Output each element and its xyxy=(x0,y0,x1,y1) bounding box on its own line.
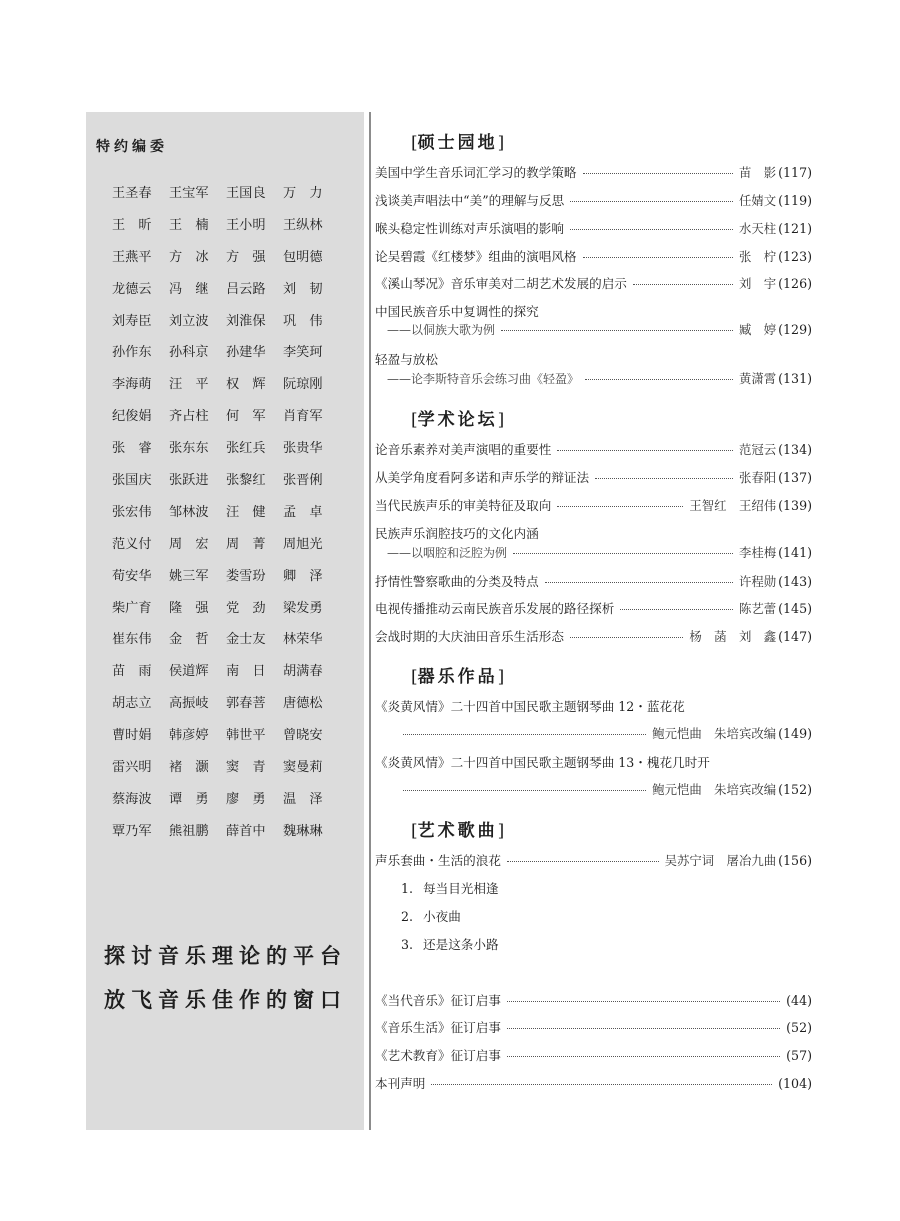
toc-page: (134) xyxy=(778,442,812,457)
toc-entry[interactable] xyxy=(375,990,812,1010)
editor-name: 王小明 xyxy=(226,217,266,233)
editor-name: 覃乃军 xyxy=(112,823,152,839)
editor-name: 刘立波 xyxy=(169,313,209,329)
editor-name: 汪 健 xyxy=(226,504,266,520)
toc-entry[interactable] xyxy=(375,246,812,266)
section-header-forum: [学术论坛] xyxy=(411,410,505,430)
toc-title: 声乐套曲・生活的浪花 xyxy=(375,853,501,868)
editor-name: 柴广育 xyxy=(112,600,152,616)
toc-page: (147) xyxy=(778,629,812,644)
leader-dots xyxy=(431,1083,772,1085)
editor-name: 张晋俐 xyxy=(283,473,323,489)
toc-entry[interactable] xyxy=(375,543,812,563)
editor-name: 周 宏 xyxy=(169,536,209,552)
editor-name: 卿 泽 xyxy=(283,568,323,584)
toc-author: 张春阳 xyxy=(738,470,777,485)
slogan-line-1: 探讨音乐理论的平台 xyxy=(104,943,347,968)
toc-author: 陈艺蕾 xyxy=(738,601,777,616)
toc-entry[interactable] xyxy=(375,320,812,340)
editor-name: 万 力 xyxy=(283,186,323,201)
editor-name: 周 菁 xyxy=(226,536,266,552)
editor-name: 龙德云 xyxy=(112,281,152,297)
toc-title: 《音乐生活》征订启事 xyxy=(375,1020,501,1035)
toc-author: 吴苏宁词 屠冶九曲 xyxy=(664,853,777,868)
toc-entry[interactable] xyxy=(375,598,812,618)
editor-name: 娄雪玢 xyxy=(226,568,266,584)
toc-author: 张 柠 xyxy=(738,249,777,264)
toc-entry[interactable] xyxy=(375,724,812,744)
toc-entry[interactable] xyxy=(375,369,812,389)
song-list-item[interactable]: 2. 小夜曲 xyxy=(401,909,461,924)
toc-entry[interactable] xyxy=(375,626,812,646)
toc-page: (143) xyxy=(778,574,812,589)
editor-name: 权 辉 xyxy=(226,377,266,393)
toc-author: 鲍元恺曲 朱培宾改编 xyxy=(652,782,777,797)
leader-dots xyxy=(570,228,733,230)
toc-author: 任婧文 xyxy=(738,193,777,208)
toc-page: (131) xyxy=(778,371,812,386)
toc-author: 许程勋 xyxy=(738,574,777,589)
editorial-board-title: 特约编委 xyxy=(96,139,168,155)
toc-entry[interactable] xyxy=(375,1073,812,1093)
toc-page: (104) xyxy=(778,1076,812,1091)
toc-entry[interactable] xyxy=(375,1017,812,1037)
toc-page: (44) xyxy=(786,993,812,1008)
editor-name: 李笑珂 xyxy=(283,345,323,361)
editor-name: 林荣华 xyxy=(283,632,323,648)
editor-name: 窦 青 xyxy=(226,760,266,776)
editor-name: 胡志立 xyxy=(112,696,152,712)
editor-name: 谭 勇 xyxy=(169,791,209,807)
editor-name: 巩 伟 xyxy=(283,313,323,329)
toc-page: (123) xyxy=(778,249,812,264)
toc-title[interactable]: 《炎黄风情》二十四首中国民歌主题钢琴曲 13・槐花几时开 xyxy=(375,755,710,770)
editor-name: 肖育军 xyxy=(283,409,323,425)
toc-title: 浅谈美声唱法中“美”的理解与反思 xyxy=(375,193,565,208)
editor-name: 胡满春 xyxy=(283,664,323,680)
editor-name: 党 劲 xyxy=(226,600,266,616)
toc-title[interactable]: 民族声乐润腔技巧的文化内涵 xyxy=(375,526,539,541)
section-header-instrumental: [器乐作品] xyxy=(411,667,505,687)
toc-entry[interactable] xyxy=(375,190,812,210)
section-header-art-songs: [艺术歌曲] xyxy=(411,821,505,841)
toc-entry[interactable] xyxy=(375,495,812,515)
editor-name: 范义付 xyxy=(112,536,152,552)
toc-title[interactable]: 中国民族音乐中复调性的探究 xyxy=(375,304,539,319)
toc-page: (129) xyxy=(778,322,812,337)
editor-name: 张东东 xyxy=(169,441,209,457)
leader-dots xyxy=(545,581,733,583)
toc-page: (152) xyxy=(778,782,812,797)
editor-name: 王圣春 xyxy=(112,186,152,201)
leader-dots xyxy=(585,378,733,380)
editor-name: 褚 灏 xyxy=(169,760,209,776)
toc-page: (57) xyxy=(786,1048,812,1063)
toc-entry[interactable] xyxy=(375,780,812,800)
editor-name: 吕云路 xyxy=(226,281,266,297)
toc-subtitle: ——以侗族大歌为例 xyxy=(387,323,496,337)
toc-author: 范冠云 xyxy=(738,442,777,457)
editor-name: 刘寿臣 xyxy=(112,313,152,329)
toc-author: 杨 菡 刘 鑫 xyxy=(689,629,777,644)
editor-name: 隆 强 xyxy=(169,600,209,616)
editor-name: 温 泽 xyxy=(283,791,323,807)
toc-title[interactable]: 轻盈与放松 xyxy=(375,352,438,367)
editor-name: 张红兵 xyxy=(226,441,266,457)
toc-page: (52) xyxy=(786,1020,812,1035)
editor-name: 侯道辉 xyxy=(169,664,209,680)
toc-title: 论吴碧霞《红楼梦》组曲的演唱风格 xyxy=(375,249,577,264)
leader-dots xyxy=(403,733,646,735)
toc-page: (119) xyxy=(778,193,812,208)
editor-name: 方 强 xyxy=(226,249,266,265)
toc-author: 李桂梅 xyxy=(738,545,777,560)
editor-name: 金 哲 xyxy=(169,632,209,648)
toc-title: 《当代音乐》征订启事 xyxy=(375,993,501,1008)
toc-author: 黄潇霄 xyxy=(738,371,777,386)
editor-name: 金士友 xyxy=(226,632,266,648)
toc-page: (141) xyxy=(778,545,812,560)
toc-author: 臧 婷 xyxy=(738,322,777,337)
toc-entry[interactable] xyxy=(375,218,812,238)
editor-name: 孟 卓 xyxy=(283,504,323,520)
toc-page: (117) xyxy=(778,165,812,180)
editor-name: 南 日 xyxy=(226,664,266,680)
editor-name: 王纵林 xyxy=(283,217,323,233)
editor-name: 周旭光 xyxy=(283,536,323,552)
toc-title: 《艺术教育》征订启事 xyxy=(375,1048,501,1063)
editor-name: 纪俊娟 xyxy=(112,409,152,425)
editor-name-grid xyxy=(112,178,340,848)
leader-dots xyxy=(557,505,683,507)
editor-name: 王 昕 xyxy=(112,217,152,233)
editor-name: 何 军 xyxy=(226,409,266,425)
toc-entry[interactable] xyxy=(375,467,812,487)
toc-title: 会战时期的大庆油田音乐生活形态 xyxy=(375,629,564,644)
editor-name: 张跃进 xyxy=(169,473,209,489)
editor-name: 阮琼刚 xyxy=(283,377,323,393)
editor-name: 崔东伟 xyxy=(112,632,152,648)
toc-title: 论音乐素养对美声演唱的重要性 xyxy=(375,442,552,457)
toc-subtitle: ——以咽腔和泛腔为例 xyxy=(387,546,508,560)
toc-page: (139) xyxy=(778,498,812,513)
editor-name: 张 睿 xyxy=(112,441,152,457)
leader-dots xyxy=(501,329,733,331)
toc-entry[interactable] xyxy=(375,162,812,182)
toc-title: 喉头稳定性训练对声乐演唱的影响 xyxy=(375,221,564,236)
toc-page: (149) xyxy=(778,726,812,741)
slogan-line-2: 放飞音乐佳作的窗口 xyxy=(104,987,347,1012)
toc-title: 电视传播推动云南民族音乐发展的路径探析 xyxy=(375,601,615,616)
editor-name: 魏琳琳 xyxy=(283,823,323,839)
toc-author: 苗 影 xyxy=(738,165,777,180)
toc-title: 当代民族声乐的审美特征及取向 xyxy=(375,498,552,513)
leader-dots xyxy=(557,449,733,451)
editor-name: 孙作东 xyxy=(112,345,152,361)
editor-name: 薛首中 xyxy=(226,823,266,839)
editor-name: 刘淮保 xyxy=(226,313,266,329)
editor-name: 曾晓安 xyxy=(283,728,323,744)
toc-title: 《溪山琴况》音乐审美对二胡艺术发展的启示 xyxy=(375,276,627,291)
editor-name: 包明德 xyxy=(283,249,323,265)
leader-dots xyxy=(620,608,733,610)
toc-entry[interactable] xyxy=(375,850,812,870)
toc-title[interactable]: 《炎黄风情》二十四首中国民歌主题钢琴曲 12・蓝花花 xyxy=(375,699,685,714)
editor-name: 孙科京 xyxy=(169,345,209,361)
leader-dots xyxy=(583,172,733,174)
toc-title: 美国中学生音乐词汇学习的教学策略 xyxy=(375,165,577,180)
editor-name: 梁发勇 xyxy=(283,600,323,616)
section-header-masters: [硕士园地] xyxy=(411,133,505,153)
editor-name: 曹时娟 xyxy=(112,728,152,744)
leader-dots xyxy=(595,477,733,479)
leader-dots xyxy=(633,283,733,285)
toc-entry[interactable] xyxy=(375,439,812,459)
toc-title: 从美学角度看阿多诺和声乐学的辩证法 xyxy=(375,470,590,485)
editor-name: 苗 雨 xyxy=(112,664,152,680)
editor-name: 高振岐 xyxy=(169,696,209,712)
toc-entry[interactable] xyxy=(375,1045,812,1065)
toc-author: 王智红 王绍伟 xyxy=(689,498,777,513)
song-list-item[interactable]: 3. 还是这条小路 xyxy=(401,937,499,952)
editor-name: 李海萌 xyxy=(112,377,152,393)
toc-subtitle: ——论李斯特音乐会练习曲《轻盈》 xyxy=(387,372,580,386)
toc-author: 水天柱 xyxy=(738,221,777,236)
editor-name: 刘 韧 xyxy=(283,281,323,297)
editor-name: 韩彦婷 xyxy=(169,728,209,744)
editor-name: 王宝军 xyxy=(169,186,209,201)
toc-entry[interactable] xyxy=(375,571,812,591)
editor-name: 王 楠 xyxy=(169,217,209,233)
toc-page: (121) xyxy=(778,221,812,236)
editor-name: 齐占柱 xyxy=(169,409,209,425)
toc-entry[interactable] xyxy=(375,273,812,293)
editor-name: 王燕平 xyxy=(112,249,152,265)
song-list-item[interactable]: 1. 每当目光相逢 xyxy=(401,881,499,896)
toc-author: 鲍元恺曲 朱培宾改编 xyxy=(652,726,777,741)
leader-dots xyxy=(507,1000,780,1002)
leader-dots xyxy=(570,636,683,638)
editor-name: 廖 勇 xyxy=(226,791,266,807)
leader-dots xyxy=(507,1055,780,1057)
toc-page: (145) xyxy=(778,601,812,616)
editor-name: 方 冰 xyxy=(169,249,209,265)
editor-name: 王国良 xyxy=(226,186,266,201)
editor-name: 熊祖鹏 xyxy=(169,823,209,839)
toc-title: 本刊声明 xyxy=(375,1076,426,1091)
leader-dots xyxy=(507,1027,780,1029)
toc-page: (156) xyxy=(778,853,812,868)
editor-name: 张黎红 xyxy=(226,473,266,489)
editor-name: 郭春菩 xyxy=(226,696,266,712)
toc-page: (137) xyxy=(778,470,812,485)
editor-name: 汪 平 xyxy=(169,377,209,393)
editor-name: 冯 继 xyxy=(169,281,209,297)
editor-name: 邹林波 xyxy=(169,504,209,520)
editor-name: 张国庆 xyxy=(112,473,152,489)
editor-name: 张贵华 xyxy=(283,441,323,457)
editor-name: 蔡海波 xyxy=(112,791,152,807)
toc-title: 抒情性警察歌曲的分类及特点 xyxy=(375,574,539,589)
leader-dots xyxy=(570,200,733,202)
leader-dots xyxy=(513,552,733,554)
editor-name: 唐德松 xyxy=(283,696,323,712)
toc-page: (126) xyxy=(778,276,812,291)
editor-name: 张宏伟 xyxy=(112,504,152,520)
editor-name: 孙建华 xyxy=(226,345,266,361)
editor-name: 韩世平 xyxy=(226,728,266,744)
column-divider xyxy=(369,112,371,1130)
editor-name: 雷兴明 xyxy=(112,760,152,776)
editor-name: 荀安华 xyxy=(112,568,152,584)
editor-name: 窦曼莉 xyxy=(283,760,323,776)
leader-dots xyxy=(403,789,646,791)
leader-dots xyxy=(583,256,733,258)
toc-author: 刘 宇 xyxy=(738,276,777,291)
leader-dots xyxy=(507,860,659,862)
editor-name: 姚三军 xyxy=(169,568,209,584)
